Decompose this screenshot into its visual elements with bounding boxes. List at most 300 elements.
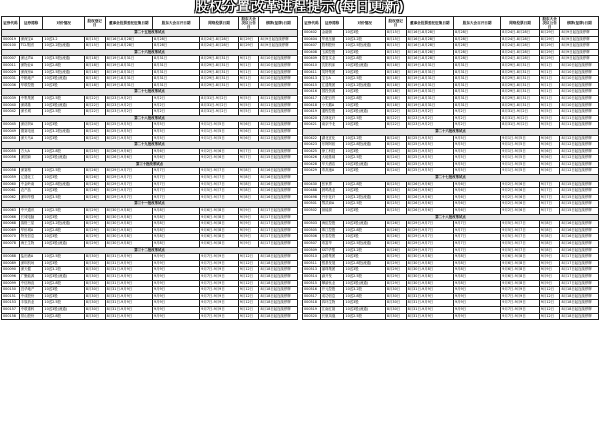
table-cell: 泰复实业 (320, 56, 344, 63)
table-cell: 9月5日 (453, 168, 500, 175)
table-cell: 000404 (303, 36, 321, 43)
table-cell: 000498 (303, 194, 321, 201)
table-cell: 000011 (2, 62, 20, 69)
table-cell: 8月18日 (385, 69, 406, 76)
table-cell: 8月17日起连续停牌 (259, 241, 298, 248)
table-header (2, 17, 298, 30)
table-cell: 8月16日-8月28日 (406, 49, 453, 56)
table-row (303, 181, 599, 188)
table-cell: 8月19日-8月31日 (105, 56, 152, 63)
table-cell: 10送2.5股(流通) (344, 43, 385, 50)
table-cell: 8月25日-9月5日 (406, 155, 453, 162)
table-row (2, 227, 298, 234)
table-cell: 000089 (2, 260, 20, 267)
table-cell: 10送2.5股 (43, 208, 84, 215)
table-cell: 8月31日-9月9日 (406, 313, 453, 320)
table-cell: 8月29日 (539, 56, 560, 63)
table-cell: 9月6日-9月8日 (200, 208, 238, 215)
table-cell: 8月16日-8月28日 (105, 43, 152, 50)
table-cell: 9月7日-9月9日 (200, 306, 238, 313)
table-cell: 宝石A (320, 76, 344, 83)
table-row (303, 227, 599, 234)
table-cell: 10送3股 (43, 287, 84, 294)
table-cell: 9月5日 (453, 161, 500, 168)
table-cell: 9月6日 (453, 201, 500, 208)
table-cell: 9月7日 (539, 194, 560, 201)
table-cell: 8月18日 (385, 89, 406, 96)
table-cell: 8月18日起连续停牌 (259, 280, 298, 287)
table-cell: 方大A (19, 148, 43, 155)
table-cell: 9月12日 (539, 306, 560, 313)
table-row (303, 82, 599, 89)
table-cell: 8月11日起连续停牌 (259, 109, 298, 116)
table-cell: 10送2.5股 (43, 168, 84, 175)
table-cell: 000509 (303, 247, 321, 254)
section-label: 第二十七批改革试点 (2, 89, 298, 96)
table-cell: 8月26日 (385, 241, 406, 248)
table-cell: 9月9日 (453, 306, 500, 313)
table-cell: 8月30日 (84, 260, 105, 267)
table-cell: 8月15日 (385, 30, 406, 37)
table-cell: 8月9日起连续停牌 (259, 36, 298, 43)
table-cell: 8月25日-9月5日 (105, 122, 152, 129)
table-cell: 9月6日 (539, 168, 560, 175)
table-cell: 000429 (303, 168, 321, 175)
table-cell: 8月28日 (453, 56, 500, 63)
table-cell: 8月29日-8月31日 (200, 69, 238, 76)
table-cell: 9月5日 (238, 95, 259, 102)
table-cell: 9月7日 (238, 148, 259, 155)
table-cell: 10送3股 (344, 267, 385, 274)
table-cell: 8月26日-9月6日 (406, 194, 453, 201)
table-cell: 9月6日-9月8日 (200, 227, 238, 234)
table-row (303, 43, 599, 50)
table-cell: 9月7日-9月9日 (501, 313, 539, 320)
table-row (303, 95, 599, 102)
table-cell: 8月29日 (84, 208, 105, 215)
table-cell: 8月26日 (385, 247, 406, 254)
table-cell: 吉林化纤 (320, 115, 344, 122)
table-cell: 000069 (2, 227, 20, 234)
table-cell: 8月29日-8月31日 (200, 62, 238, 69)
table-row (2, 62, 298, 69)
table-cell: 8月25日 (84, 155, 105, 162)
table-cell: 9月7日-9月9日 (200, 280, 238, 287)
table-cell: 8月24日-8月28日 (501, 36, 539, 43)
table-row (2, 293, 298, 300)
table-cell: 9月12日 (238, 273, 259, 280)
section-row (2, 30, 298, 37)
table-row (303, 293, 599, 300)
table-cell: 8月29日-8月31日 (501, 89, 539, 96)
table-cell: 8月24日 (385, 135, 406, 142)
table-cell: 9月6日-9月8日 (200, 241, 238, 248)
table-cell: 9月6日 (238, 128, 259, 135)
column-header: 董事会投票委托征集日期 (105, 17, 152, 30)
table-cell: 9月7日 (152, 194, 199, 201)
table-cell: 8月29日-9月7日 (406, 241, 453, 248)
table-cell: 8月26日-9月6日 (406, 188, 453, 195)
table-cell: 9月8日 (152, 234, 199, 241)
table-cell: 8月31日-9月9日 (105, 273, 152, 280)
table-cell: 8月24日-8月28日 (501, 49, 539, 56)
table-cell: 9月2日 (453, 122, 500, 129)
table-cell: 8月31日-9月9日 (406, 287, 453, 294)
table-cell: 8月22日 (84, 95, 105, 102)
table-cell: 9月9日 (539, 273, 560, 280)
table-cell: 8月16日起连续停牌 (560, 241, 599, 248)
table-cell: 000506 (303, 234, 321, 241)
table-cell: 深圳机场 (19, 260, 43, 267)
table-cell: 8月16日起连续停牌 (259, 181, 298, 188)
table-cell: 8月29日-9月7日 (105, 175, 152, 182)
table-row (303, 273, 599, 280)
table-cell: 9月1日-9月5日 (501, 148, 539, 155)
table-cell: 8月30日 (84, 306, 105, 313)
table-cell: 9月5日 (453, 135, 500, 142)
table-cell: 8月10日起连续停牌 (560, 82, 599, 89)
table-cell: 9月5日 (152, 128, 199, 135)
table-cell: 8月15日 (84, 36, 105, 43)
table-cell: 9月7日 (453, 247, 500, 254)
table-cell: 000507 (303, 241, 321, 248)
table-row (2, 148, 298, 155)
table-row (303, 102, 599, 109)
table-cell: 8月25日-9月5日 (406, 148, 453, 155)
table-cell: 8月29日-8月31日 (501, 62, 539, 69)
table-cell: 9月9日 (152, 300, 199, 307)
table-cell: 8月31日-9月9日 (406, 293, 453, 300)
table-cell: 9月1日 (238, 82, 259, 89)
table-row (2, 155, 298, 162)
table-cell: 8月29日-8月31日 (200, 76, 238, 83)
table-cell: 9月12日 (238, 260, 259, 267)
table-cell: 8月18日 (84, 56, 105, 63)
table-cell: 徐工科技 (320, 148, 344, 155)
table-cell: 盐田港A (19, 254, 43, 261)
table-cell: 胜利股份 (320, 43, 344, 50)
table-cell: 10送3.2股(流通) (344, 194, 385, 201)
table-cell: 9月7日-9月9日 (200, 293, 238, 300)
table-cell: 10送3股 (344, 234, 385, 241)
table-cell: 000045 (2, 122, 20, 129)
table-cell: 8月29日-9月7日 (105, 181, 152, 188)
table-cell: 10送3股 (344, 188, 385, 195)
table-cell: 9月9日 (539, 260, 560, 267)
table-cell: 海王生物 (19, 241, 43, 248)
table-cell: 9月5日 (539, 109, 560, 116)
table-cell: 000062 (2, 194, 20, 201)
table-cell: 000421 (303, 122, 321, 129)
section-row (2, 247, 298, 254)
table-cell: 汇通集团 (320, 82, 344, 89)
table-cell: 10送3.2股 (344, 287, 385, 294)
table-row (303, 30, 599, 37)
table-cell: 8月29日-8月31日 (501, 69, 539, 76)
table-cell: 9月1日 (539, 102, 560, 109)
table-cell: 8月25日-9月5日 (406, 142, 453, 149)
table-cell: 深鸿基 (19, 102, 43, 109)
table-cell: 8月26日 (385, 221, 406, 228)
table-header (303, 17, 599, 30)
table-row (303, 142, 599, 149)
table-cell: 8月16日起连续停牌 (259, 194, 298, 201)
table-cell: 000520 (303, 313, 321, 320)
table-cell: 9月12日 (238, 306, 259, 313)
reform-table-right (302, 16, 599, 320)
table-cell: 8月10日起连续停牌 (259, 56, 298, 63)
table-cell: 8月18日起连续停牌 (560, 287, 599, 294)
table-cell: 8月11日起连续停牌 (259, 95, 298, 102)
table-row (2, 260, 298, 267)
table-cell: 8月19日-8月31日 (105, 82, 152, 89)
table-cell: 8月11日起连续停牌 (560, 115, 599, 122)
table-cell: 8月12日起连续停牌 (560, 142, 599, 149)
table-cell: 9月8日 (453, 267, 500, 274)
table-cell: 8月15日起连续停牌 (560, 181, 599, 188)
table-cell: 8月31日-9月9日 (105, 293, 152, 300)
column-header: 停牌(复牌)日期 (560, 17, 599, 30)
table-cell: 9月7日-9月9日 (200, 313, 238, 320)
table-cell: 8月29日-9月7日 (105, 194, 152, 201)
table-cell: 9月1日 (539, 76, 560, 83)
table-cell: 深天健 (19, 267, 43, 274)
column-header: 股东大会召开日期 (453, 17, 500, 30)
section-row (2, 49, 298, 56)
table-cell: 8月28日 (453, 36, 500, 43)
table-cell: 000056 (2, 155, 20, 162)
table-row (2, 181, 298, 188)
table-cell: 8月29日 (238, 43, 259, 50)
table-cell: 10送2.5股 (344, 201, 385, 208)
table-cell: 8月18日起连续停牌 (259, 267, 298, 274)
table-cell: 10送3股 (43, 234, 84, 241)
table-cell: 10送3股 (344, 148, 385, 155)
table-cell: 9月5日 (453, 148, 500, 155)
table-cell: 8月17日起连续停牌 (259, 208, 298, 215)
table-cell: 8月29日-8月31日 (200, 56, 238, 63)
table-cell: 8月16日起连续停牌 (560, 234, 599, 241)
section-row (2, 161, 298, 168)
table-cell: 8月10日起连续停牌 (259, 76, 298, 83)
table-row (303, 89, 599, 96)
table-cell: 9月7日 (453, 234, 500, 241)
table-cell: 8月30日 (385, 287, 406, 294)
table-cell: 8月31日 (152, 82, 199, 89)
table-cell: 合肥百货 (320, 95, 344, 102)
table-cell: 10送2.8股 (43, 148, 84, 155)
table-cell: 10送2.8股(流通) (43, 181, 84, 188)
table-cell: 9月12日 (238, 293, 259, 300)
table-cell: 000423 (303, 142, 321, 149)
table-cell: 国投资源 (320, 89, 344, 96)
table-row (303, 148, 599, 155)
table-row (303, 62, 599, 69)
table-cell: 8月31日 (453, 69, 500, 76)
table-row (2, 102, 298, 109)
table-cell: 000088 (2, 254, 20, 261)
table-cell: 000416 (303, 89, 321, 96)
table-row (303, 260, 599, 267)
table-cell: 9月6日-9月8日 (200, 221, 238, 228)
table-cell: 8月31日 (453, 95, 500, 102)
table-cell: 8月24日 (84, 135, 105, 142)
table-cell: 9月8日 (453, 273, 500, 280)
table-cell: 10送3股(流通) (344, 109, 385, 116)
table-cell: 深天马A (19, 135, 43, 142)
section-label: 第二十八批改革试点 (2, 115, 298, 122)
table-cell: 8月18日起连续停牌 (259, 260, 298, 267)
table-cell: 10送3股(流通) (344, 161, 385, 168)
table-cell: 8月10日起连续停牌 (259, 82, 298, 89)
section-row (2, 115, 298, 122)
column-header: 股权登记日 (385, 17, 406, 30)
table-cell: 长城电脑 (19, 214, 43, 221)
table-cell: 8月10日起连续停牌 (560, 89, 599, 96)
table-cell: 9月1日 (539, 62, 560, 69)
table-cell: 9月1日 (238, 56, 259, 63)
table-cell: 9月8日 (152, 214, 199, 221)
table-cell: 10送3股 (344, 254, 385, 261)
column-header: 对价情况 (43, 17, 84, 30)
table-cell: 8月30日 (84, 280, 105, 287)
table-cell: 9月2日 (453, 109, 500, 116)
table-cell: 8月24日-8月28日 (200, 36, 238, 43)
table-cell: 9月1日-9月5日 (200, 128, 238, 135)
table-cell: 8月31日-9月9日 (105, 300, 152, 307)
table-cell: 8月18日起连续停牌 (560, 313, 599, 320)
table-cell: 8月29日 (539, 49, 560, 56)
table-row (2, 168, 298, 175)
table-row (2, 241, 298, 248)
table-cell: 000078 (2, 241, 20, 248)
table-cell: 9月12日 (238, 267, 259, 274)
table-cell: 9月7日-9月9日 (200, 300, 238, 307)
table-cell: 9月8日 (152, 227, 199, 234)
table-cell: 8月10日起连续停牌 (560, 102, 599, 109)
table-cell: 8月30日 (84, 254, 105, 261)
table-cell: 8月18日 (84, 82, 105, 89)
table-cell: 10送3股(流通) (344, 280, 385, 287)
table-cell: 10送3股 (43, 188, 84, 195)
table-cell: 东阿阿胶 (320, 142, 344, 149)
table-cell: 中成股份 (19, 293, 43, 300)
table-cell: 德赛电池 (19, 128, 43, 135)
table-cell: 9月2日 (152, 109, 199, 116)
table-cell: 8月30日-9月8日 (406, 273, 453, 280)
table-cell: 8月18日 (84, 62, 105, 69)
table-cell: 8月31日 (152, 62, 199, 69)
table-cell: 9月8日 (238, 175, 259, 182)
table-row (2, 208, 298, 215)
table-cell: 8月24日 (385, 148, 406, 155)
table-cell: 9月2日-9月6日 (501, 201, 539, 208)
table-row (2, 313, 298, 320)
table-row (2, 82, 298, 89)
table-cell: 9月9日 (453, 287, 500, 294)
table-cell: 8月29日 (539, 30, 560, 37)
table-cell: 8月30日-9月8日 (105, 221, 152, 228)
table-cell: 9月5日-9月7日 (501, 241, 539, 248)
table-cell: 000059 (2, 175, 20, 182)
table-cell: 9月2日-9月6日 (200, 148, 238, 155)
table-cell: 8月12日起连续停牌 (560, 161, 599, 168)
table-cell: 中信海直 (19, 280, 43, 287)
table-cell: 8月15日 (385, 43, 406, 50)
table-cell: 9月9日 (152, 254, 199, 261)
table-cell: 10送2.5股 (43, 109, 84, 116)
table-cell: 9月8日 (453, 280, 500, 287)
table-cell: 8月31日 (453, 82, 500, 89)
table-row (2, 36, 298, 43)
table-row (2, 287, 298, 294)
table-cell: 8月30日 (385, 306, 406, 313)
table-row (303, 287, 599, 294)
table-cell: 9月6日-9月8日 (501, 273, 539, 280)
table-cell: 8月31日 (453, 89, 500, 96)
table-row (2, 273, 298, 280)
table-cell: 10送2.8股 (344, 293, 385, 300)
table-row (303, 49, 599, 56)
table-cell: 8月31日 (152, 76, 199, 83)
table-cell: 8月30日 (84, 293, 105, 300)
table-cell: 9月7日 (152, 168, 199, 175)
table-cell: 9月9日 (152, 267, 199, 274)
table-cell: 8月23日-9月2日 (105, 102, 152, 109)
table-cell: 8月12日起连续停牌 (560, 168, 599, 175)
table-cell: 8月25日-9月5日 (105, 135, 152, 142)
column-header: 证券代码 (303, 17, 321, 30)
table-row (2, 254, 298, 261)
table-cell: 8月19日-8月31日 (105, 62, 152, 69)
table-cell: 8月29日-8月31日 (501, 82, 539, 89)
table-row (303, 161, 599, 168)
table-cell: 深国商 (19, 155, 43, 162)
table-cell: 8月31日 (453, 76, 500, 83)
table-cell: 000408 (303, 49, 321, 56)
table-cell: 8月18日起连续停牌 (560, 293, 599, 300)
table-cell: 深达声A (19, 56, 43, 63)
table-cell: 10送3股(流通) (43, 241, 84, 248)
table-cell: 10送2.8股 (344, 181, 385, 188)
table-cell: 8月10日起连续停牌 (560, 69, 599, 76)
table-cell: 8月22日 (385, 115, 406, 122)
table-cell: 粤高速A (320, 168, 344, 175)
table-cell: 000049 (2, 128, 20, 135)
table-cell: 8月12日起连续停牌 (560, 135, 599, 142)
table-cell: 000517 (303, 293, 321, 300)
table-cell: 8月25日 (385, 201, 406, 208)
table-cell: 9月2日-9月6日 (200, 155, 238, 162)
table-cell: 9月7日-9月9日 (200, 260, 238, 267)
table-cell: 9月8日 (539, 234, 560, 241)
table-cell: 9月1日-9月5日 (200, 122, 238, 129)
table-cell: 9月5日-9月7日 (200, 168, 238, 175)
table-cell: 渝开发 (320, 273, 344, 280)
table-cell: 华侨城A (19, 227, 43, 234)
table-cell: 攀渝钛业 (320, 280, 344, 287)
table-cell: 9月8日 (238, 188, 259, 195)
table-cell: 9月1日 (539, 69, 560, 76)
table-cell: 8月23日-9月2日 (406, 122, 453, 129)
table-cell: 9月7日 (539, 181, 560, 188)
table-cell: 10送3股 (43, 135, 84, 142)
table-cell: 9月9日 (152, 313, 199, 320)
table-cell: 8月28日 (453, 30, 500, 37)
table-cell: 8月31日-9月9日 (105, 280, 152, 287)
table-cell: 10送2.8股(流通) (344, 142, 385, 149)
table-cell: 9月5日 (539, 115, 560, 122)
